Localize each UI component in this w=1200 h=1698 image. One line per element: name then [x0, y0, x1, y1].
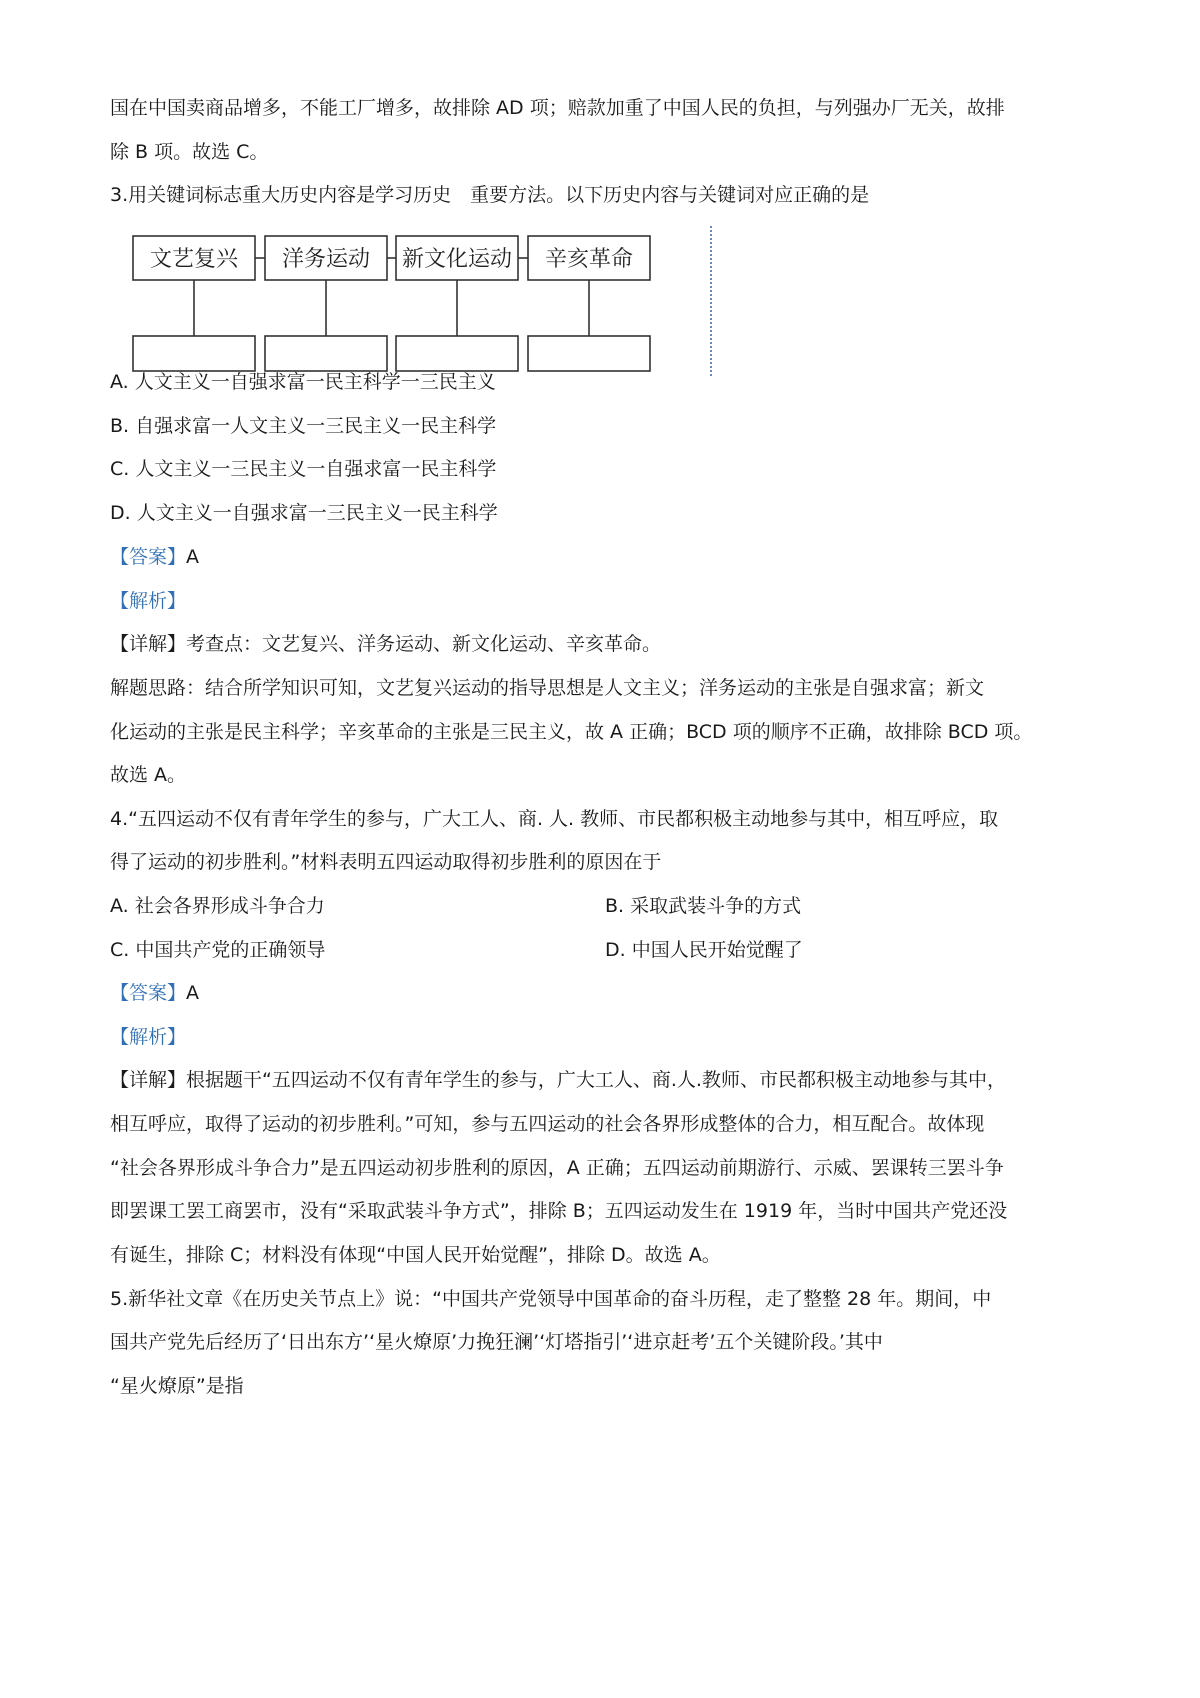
detail-text: 根据题干“五四运动不仅有青年学生的参与，广大工人、商.人.教师、市民都积极主动地参与其中， [186, 1069, 1006, 1091]
detail-line [110, 1068, 1100, 1092]
option-row [110, 894, 1100, 918]
option-row [110, 938, 1100, 962]
explanation-line: “社会各界形成斗争合力”是五四运动初步胜利的原因，A 正确；五四运动前期游行、示威、罢课转三罢斗争 [110, 1157, 1004, 1179]
text-line: 除 B 项。故选 C。 [110, 141, 269, 163]
explanation-line: 故选 A。 [110, 764, 187, 786]
text-line: 国在中国卖商品增多，不能工厂增多，故排除 AD 项；赔款加重了中国人民的负担，与列强办厂无关，故排 [110, 97, 1005, 119]
answer-line [110, 545, 1100, 569]
explanation-line: 相互呼应，取得了运动的初步胜利。”可知，参与五四运动的社会各界形成整体的合力，相互配合。故体现 [110, 1113, 985, 1135]
analysis-label: 【解析】 [110, 590, 187, 612]
option-d: D. 人文主义一自强求富一三民主义一民主科学 [110, 502, 498, 524]
diagram-box-empty [133, 336, 255, 371]
option-d: D. 中国人民开始觉醒了 [605, 939, 803, 961]
diagram-box-label: 辛亥革命 [544, 247, 634, 272]
detail-text: 考查点：文艺复兴、洋务运动、新文化运动、辛亥革命。 [186, 633, 662, 655]
option-b: B. 采取武装斗争的方式 [605, 895, 802, 917]
analysis-label: 【解析】 [110, 1026, 187, 1048]
detail-label: 【详解】 [110, 1069, 187, 1091]
option-c: C. 人文主义一三民主义一自强求富一民主科学 [110, 458, 497, 480]
explanation-line: 解题思路：结合所学知识可知，文艺复兴运动的指导思想是人文主义；洋务运动的主张是自强求富；新文 [110, 677, 985, 699]
diagram-box-label: 文艺复兴 [149, 247, 239, 272]
question-3: 3.用关键词标志重大历史内容是学习历史 重要方法。以下历史内容与关键词对应正确的是 [110, 184, 870, 206]
option-c: C. 中国共产党的正确领导 [110, 939, 326, 961]
explanation-line: 有诞生，排除 C；材料没有体现“中国人民开始觉醒”，排除 D。故选 A。 [110, 1244, 721, 1266]
answer-value: A [186, 982, 200, 1004]
diagram-box-label: 新文化运动 [401, 247, 513, 272]
detail-label: 【详解】 [110, 633, 187, 655]
option-a: A. 社会各界形成斗争合力 [110, 895, 325, 917]
detail-line [110, 632, 1100, 656]
answer-line [110, 981, 1100, 1005]
answer-label: 【答案】 [110, 982, 187, 1004]
diagram-box-empty [396, 336, 518, 371]
question-4-cont: 得了运动的初步胜利。”材料表明五四运动取得初步胜利的原因在于 [110, 851, 662, 873]
option-a: A. 人文主义一自强求富一民主科学一三民主义 [110, 371, 496, 393]
answer-label: 【答案】 [110, 546, 187, 568]
question-4: 4.“五四运动不仅有青年学生的参与，广大工人、商. 人. 教师、市民都积极主动地参与其中，相互呼应，取 [110, 808, 999, 830]
diagram-box-label: 洋务运动 [281, 247, 371, 272]
answer-value: A [186, 546, 200, 568]
question-5: 5.新华社文章《在历史关节点上》说：“中国共产党领导中国革命的奋斗历程，走了整整 28 年。期间，中 [110, 1288, 992, 1310]
explanation-line: 即罢课工罢工商罢市，没有“采取武装斗争方式”，排除 B；五四运动发生在 1919 年，当时中国共产党还没 [110, 1200, 1008, 1222]
diagram-box-empty [265, 336, 387, 371]
question-5-cont: 国共产党先后经历了‘日出东方’‘星火燎原’力挽狂澜’‘灯塔指引’‘进京赶考’五个关键阶段。’其中 [110, 1331, 883, 1353]
keyword-diagram [118, 226, 718, 376]
option-b: B. 自强求富一人文主义一三民主义一民主科学 [110, 415, 497, 437]
explanation-line: 化运动的主张是民主科学；辛亥革命的主张是三民主义，故 A 正确；BCD 项的顺序不正确，故排除 BCD 项。 [110, 721, 1033, 743]
question-5-cont: “星火燎原”是指 [110, 1375, 244, 1397]
diagram-box-empty [528, 336, 650, 371]
